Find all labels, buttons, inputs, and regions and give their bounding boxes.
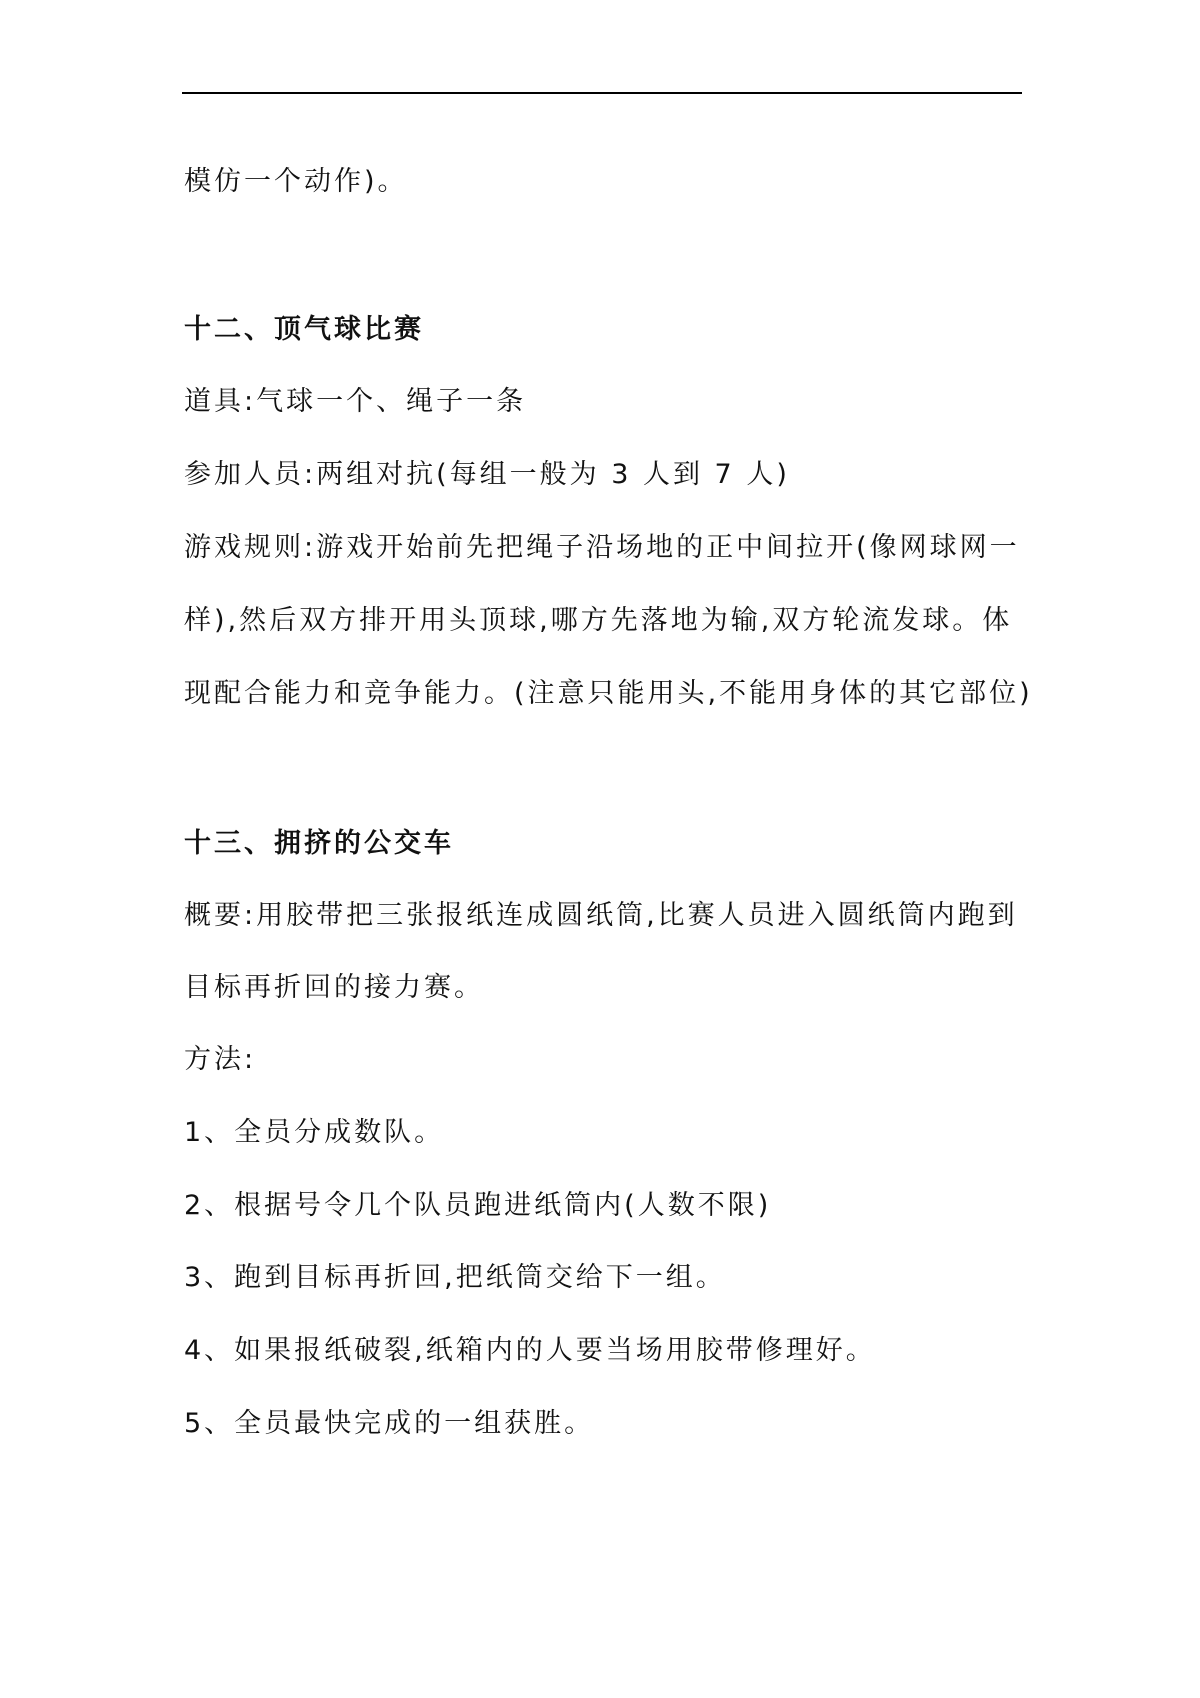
section-13-summary-line-2: 目标再折回的接力赛。 xyxy=(184,972,484,1003)
section-12-rules-line-1: 游戏规则:游戏开始前先把绳子沿场地的正中间拉开(像网球网一 xyxy=(184,532,1020,563)
header-rule xyxy=(182,92,1022,94)
section-12-title: 十二、顶气球比赛 xyxy=(184,314,424,345)
method-step-3: 3、跑到目标再折回,把纸筒交给下一组。 xyxy=(184,1262,726,1293)
section-13-title: 十三、拥挤的公交车 xyxy=(184,828,454,859)
method-step-2: 2、根据号令几个队员跑进纸筒内(人数不限) xyxy=(184,1190,772,1221)
section-12-rules-line-3: 现配合能力和竞争能力。(注意只能用头,不能用身体的其它部位) xyxy=(184,678,1033,709)
method-step-1: 1、全员分成数队。 xyxy=(184,1117,445,1148)
section-13-summary-line-1: 概要:用胶带把三张报纸连成圆纸筒,比赛人员进入圆纸筒内跑到 xyxy=(184,900,1018,931)
section-12-participants: 参加人员:两组对抗(每组一般为 3 人到 7 人) xyxy=(184,459,790,490)
section-13-method-label: 方法: xyxy=(184,1044,257,1075)
method-step-4: 4、如果报纸破裂,纸箱内的人要当场用胶带修理好。 xyxy=(184,1335,876,1366)
method-step-5: 5、全员最快完成的一组获胜。 xyxy=(184,1408,595,1439)
continuation-text: 模仿一个动作)。 xyxy=(184,166,408,197)
section-12-props: 道具:气球一个、绳子一条 xyxy=(184,386,527,417)
section-12-rules-line-2: 样),然后双方排开用头顶球,哪方先落地为输,双方轮流发球。体 xyxy=(184,605,1013,636)
